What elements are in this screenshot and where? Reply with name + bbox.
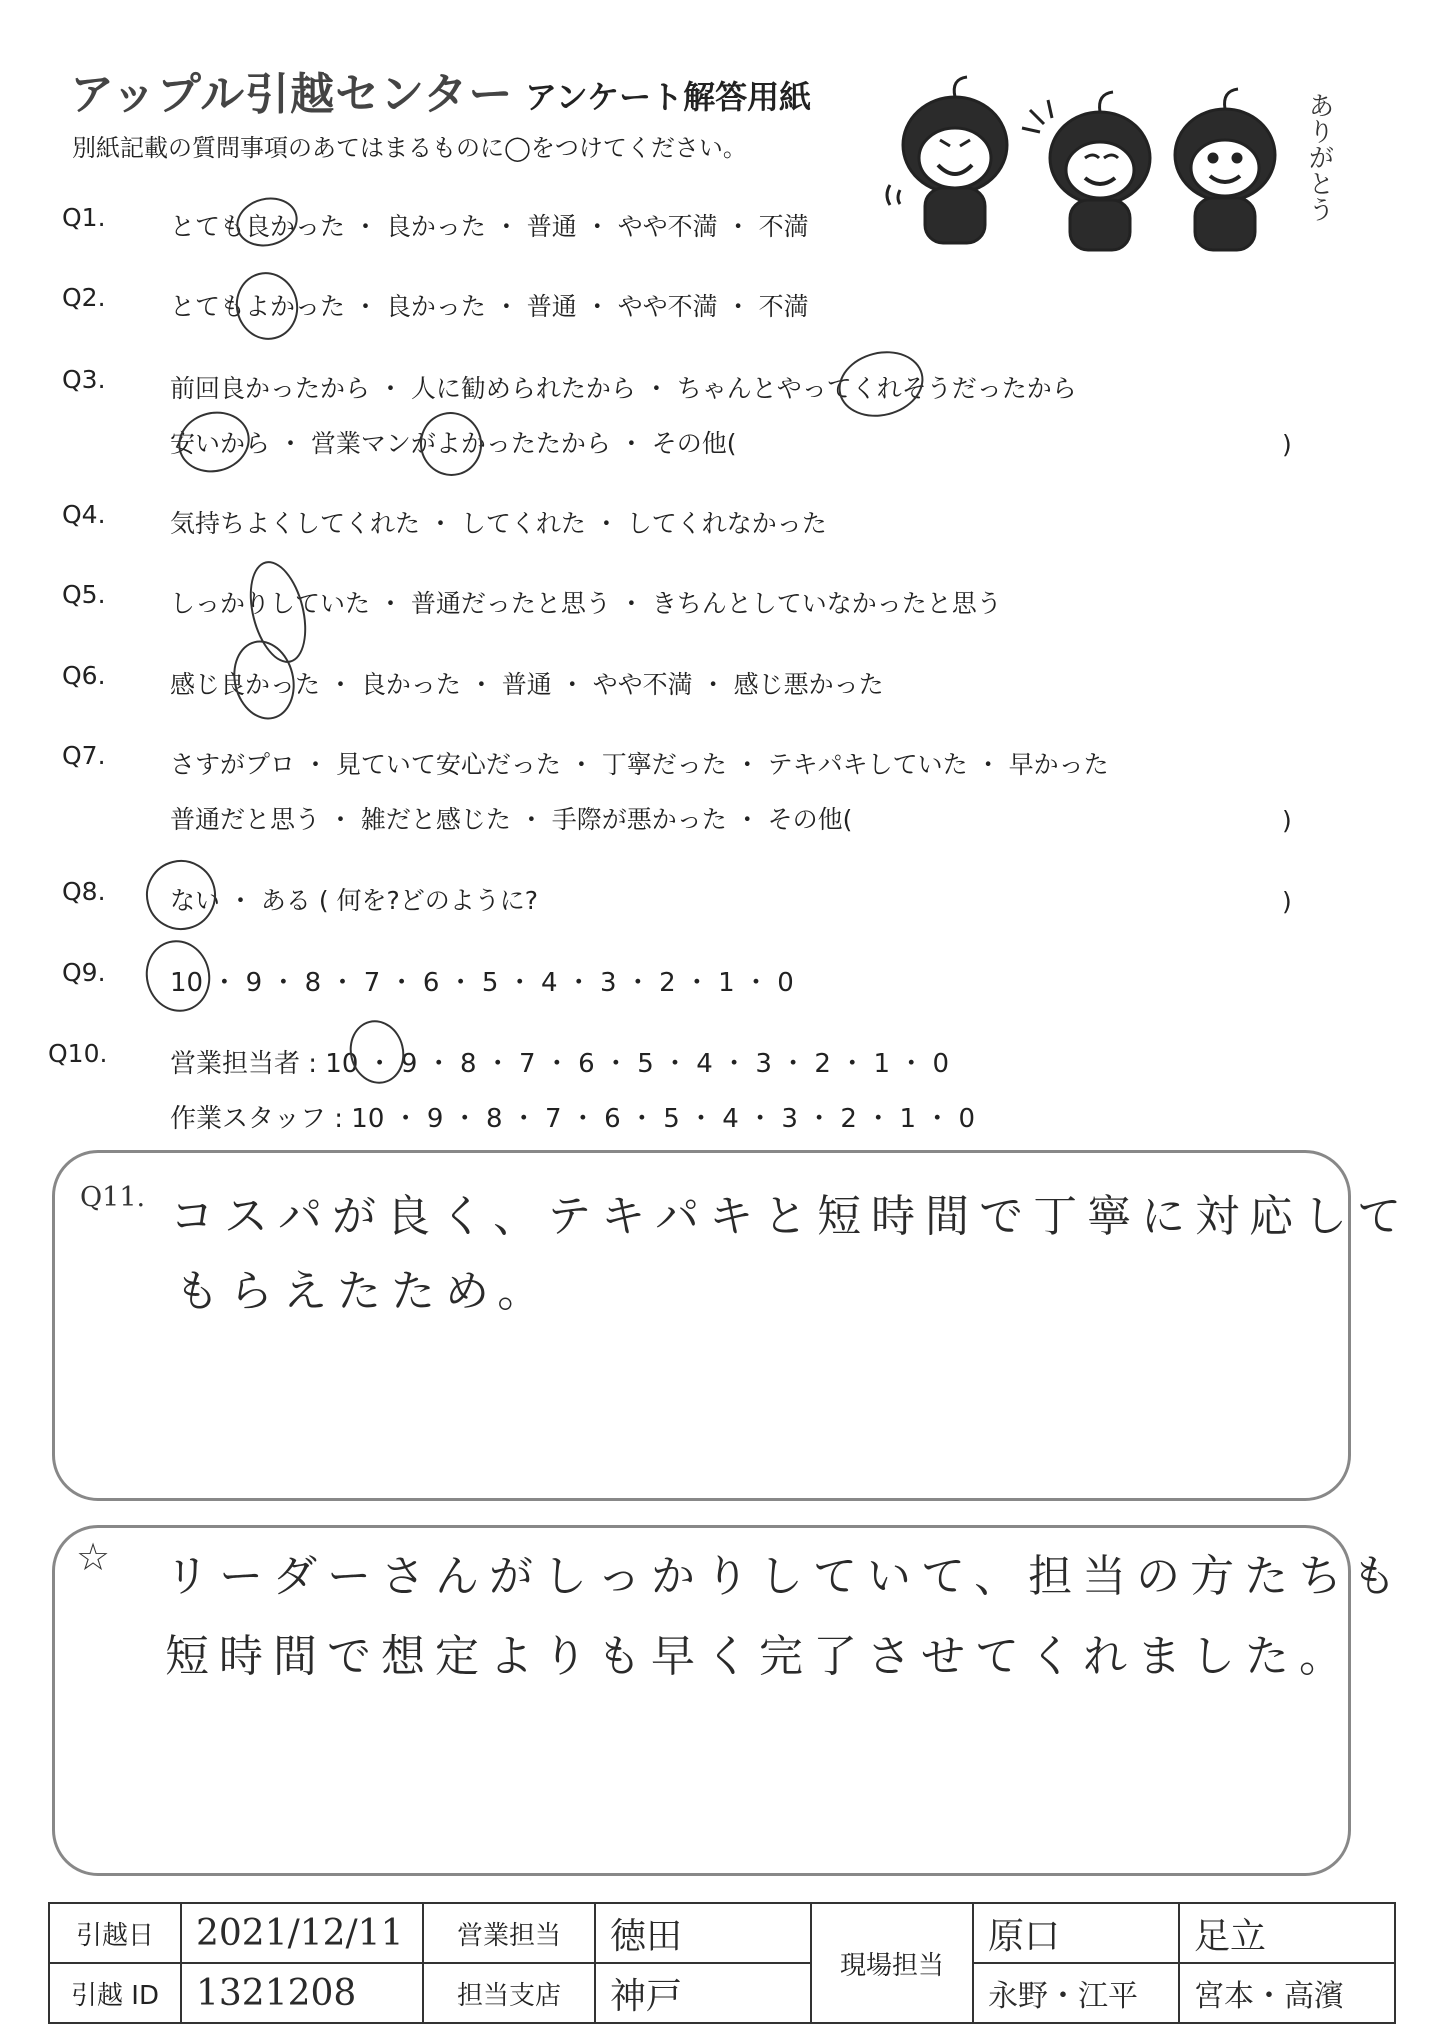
q7-close-paren: ) (1282, 806, 1292, 835)
q9-number: Q9. (62, 958, 106, 987)
q8-number: Q8. (62, 877, 106, 906)
q11-answer-line2: もらえたため。 (175, 1266, 552, 1317)
company-title: アップル引越センター (70, 69, 514, 120)
q5-number: Q5. (62, 580, 106, 609)
move-info-table (48, 1902, 1396, 2024)
q1-number: Q1. (62, 203, 106, 232)
instruction-text: 別紙記載の質問事項のあてはまるものに◯をつけてください。 (72, 134, 747, 162)
q3-options-line1: 前回良かったから ・ 人に勧められたから ・ ちゃんとやってくれそうだったから (170, 374, 1077, 403)
q11-answer-line1: コスパが良く、テキパキと短時間で丁寧に対応して (170, 1191, 1412, 1242)
q8-close-paren: ) (1282, 887, 1292, 916)
monkey-right-icon (1175, 89, 1275, 250)
q3-close-paren: ) (1282, 430, 1292, 459)
move-id-label: 引越 ID (49, 1963, 181, 2023)
q11-label: Q11. (80, 1182, 146, 1213)
q9-scale: 10 ・ 9 ・ 8 ・ 7 ・ 6 ・ 5 ・ 4 ・ 3 ・ 2 ・ 1 ・ 0 (170, 968, 794, 998)
q6-options: 感じ良かった ・ 良かった ・ 普通 ・ やや不満 ・ 感じ悪かった (170, 670, 884, 699)
q10-staff-scale: 作業スタッフ : 10 ・ 9 ・ 8 ・ 7 ・ 6 ・ 5 ・ 4 ・ 3 ・ 2 ・ 1 ・ 0 (170, 1104, 976, 1134)
monkey-middle-icon (1022, 92, 1150, 250)
site-staff-label: 現場担当 (811, 1903, 973, 2023)
q10-number: Q10. (48, 1039, 108, 1068)
move-id-value: 1321208 (181, 1963, 423, 2023)
comment-line2: 短時間で想定よりも早く完了させてくれました。 (165, 1631, 1353, 1682)
monkey-left-icon (887, 77, 1007, 243)
q1-options: とても良かった ・ 良かった ・ 普通 ・ やや不満 ・ 不満 (170, 212, 809, 241)
site-staff-3: 永野・江平 (973, 1963, 1179, 2023)
move-date-value: 2021/12/11 (181, 1903, 423, 1963)
q2-options: とてもよかった ・ 良かった ・ 普通 ・ やや不満 ・ 不満 (170, 292, 809, 321)
q8-options: ない ・ ある ( 何を?どのように? (170, 886, 539, 915)
form-subtitle: アンケート解答用紙 (525, 78, 812, 116)
sales-rep-value: 徳田 (595, 1903, 811, 1963)
mascot-caption: ありがとう (1304, 92, 1334, 222)
q7-options-line2: 普通だと思う ・ 雑だと感じた ・ 手際が悪かった ・ その他( (170, 805, 853, 834)
q7-number: Q7. (62, 741, 106, 770)
q3-number: Q3. (62, 365, 106, 394)
site-staff-2: 足立 (1179, 1903, 1395, 1963)
site-staff-4: 宮本・高濱 (1179, 1963, 1395, 2023)
q10-sales-scale: 営業担当者 : 10 ・ 9 ・ 8 ・ 7 ・ 6 ・ 5 ・ 4 ・ 3 ・ 2 ・ 1 ・ 0 (170, 1049, 950, 1079)
q3-options-line2: 安いから ・ 営業マンがよかったたから ・ その他( (170, 429, 737, 458)
q4-number: Q4. (62, 500, 106, 529)
q2-number: Q2. (62, 283, 106, 312)
q7-options-line1: さすがプロ ・ 見ていて安心だった ・ 丁寧だった ・ テキパキしていた ・ 早かった (170, 750, 1109, 779)
branch-label: 担当支店 (423, 1963, 595, 2023)
monkey-mascots-illustration (880, 70, 1350, 260)
q4-options: 気持ちよくしてくれた ・ してくれた ・ してくれなかった (170, 509, 827, 538)
comment-line1: リーダーさんがしっかりしていて、担当の方たちも (165, 1551, 1407, 1602)
sales-rep-label: 営業担当 (423, 1903, 595, 1963)
move-date-label: 引越日 (49, 1903, 181, 1963)
branch-value: 神戸 (595, 1963, 811, 2023)
q6-number: Q6. (62, 661, 106, 690)
q5-options: しっかりしていた ・ 普通だったと思う ・ きちんとしていなかったと思う (170, 589, 1002, 618)
star-icon: ☆ (76, 1535, 111, 1579)
site-staff-1: 原口 (973, 1903, 1179, 1963)
